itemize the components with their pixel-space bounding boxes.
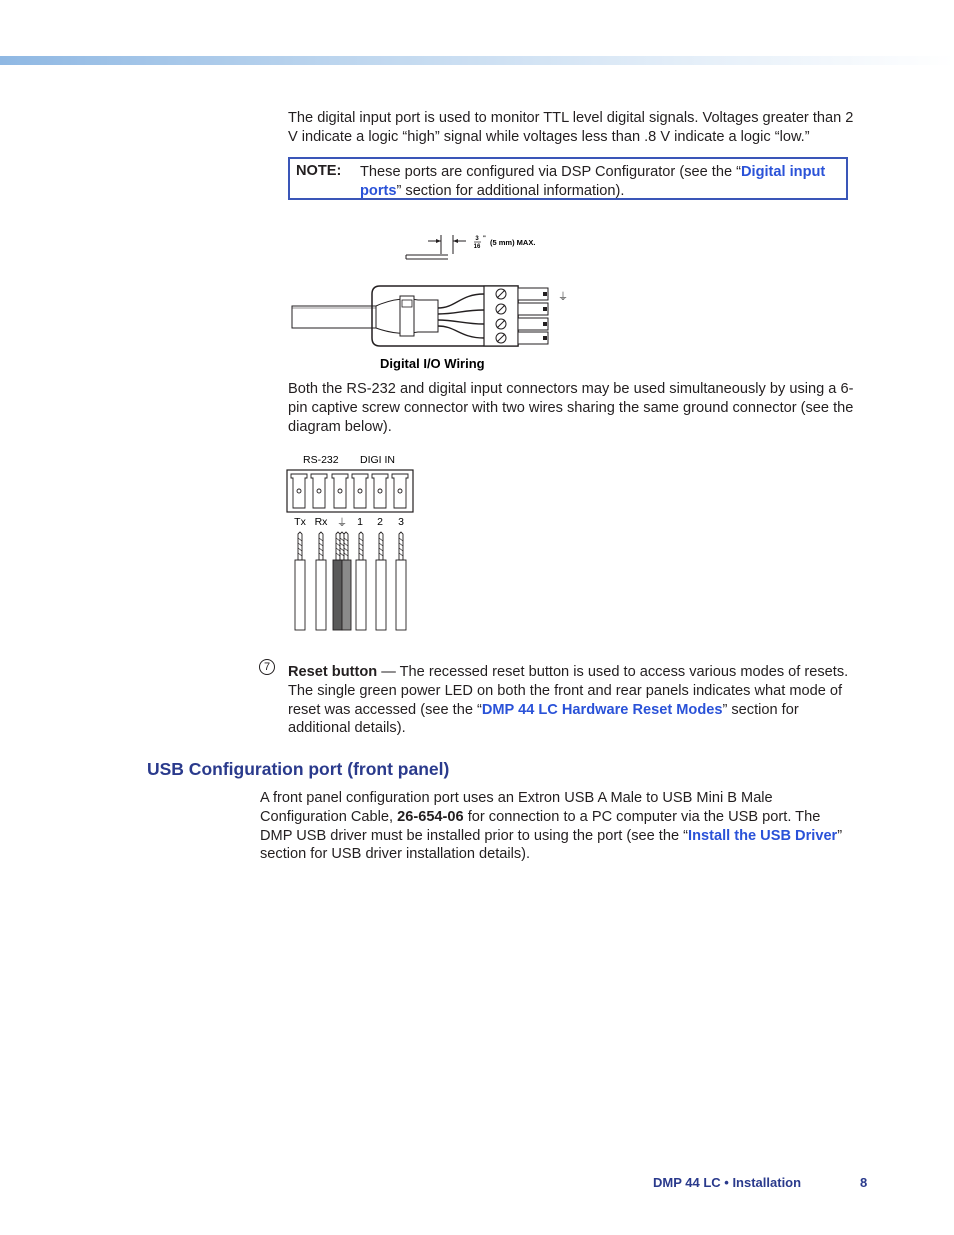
strip-length-dimension (406, 235, 535, 259)
fraction-numerator: 3 (475, 236, 479, 242)
reset-text-2: ” section for additional details). (288, 701, 799, 737)
note-text-before: These ports are configured via DSP Configurator (see the “ (360, 164, 741, 180)
fraction-denominator: 16 (473, 244, 481, 250)
digital-io-wiring-diagram (288, 228, 588, 371)
usb-text-1: A front panel configuration port uses an Extron USB A Male to USB Mini B Male Configuration Cable, (260, 790, 773, 825)
footer-title: DMP 44 LC • Installation (653, 1175, 802, 1190)
digital-input-ports-link[interactable]: Digital input ports (360, 164, 826, 199)
wires (438, 294, 484, 338)
pin-label-rx: Rx (314, 516, 328, 528)
intro-paragraph: The digital input port is used to monitor TTL level digital signals. Voltages greater than 2 V indicate a logic “high” signal while voltages less than .8 V indicate a logic “low.” (288, 110, 854, 145)
page-number: 8 (860, 1175, 868, 1190)
rs232-label: RS-232 (303, 454, 339, 466)
hardware-reset-modes-link[interactable]: DMP 44 LC Hardware Reset Modes (481, 701, 723, 718)
simultaneous-use-paragraph: Both the RS-232 and digital input connectors may be used simultaneously by using a 6-pin captive screw connector with two wires sharing the same ground connector (see the diagram below). (288, 381, 854, 435)
pin-label-tx: Tx (294, 516, 306, 528)
install-usb-driver-link[interactable]: Install the USB Driver (688, 827, 838, 844)
diagram-caption: Digital I/O Wiring (380, 356, 485, 371)
reset-text-1: — The recessed reset button is used to access various modes of resets. The single green power LED on both the front and rear panels indicates what mode of reset was accessed (see the “ (288, 664, 849, 718)
pin-label-ground-icon: ⏚ (337, 518, 347, 529)
pin-label-3: 3 (398, 516, 404, 528)
inch-mark: " (483, 236, 486, 242)
callout-number-7: 7 (259, 659, 275, 675)
terminal-block (484, 286, 548, 346)
header-gradient-band (0, 56, 954, 65)
six-pin-connector-diagram (286, 450, 416, 634)
usb-text-2: for connection to a PC computer via the USB port. The DMP USB driver must be installed prior to using the port (see the “ (260, 808, 821, 844)
digi-in-label: DIGI IN (360, 454, 396, 466)
note-text (360, 163, 846, 201)
ground-icon: ⏚ (558, 292, 568, 303)
note-label: NOTE: (296, 163, 342, 179)
usb-part-number: 26-654-06 (397, 808, 464, 825)
usb-paragraph (260, 789, 850, 864)
reset-button-title: Reset button (288, 664, 378, 680)
note-box (288, 157, 848, 200)
pin-label-2: 2 (377, 516, 383, 528)
reset-button-paragraph (288, 663, 863, 738)
pin-label-1: 1 (357, 516, 363, 528)
dimension-label: (5 mm) MAX. (490, 238, 536, 247)
usb-text-3: ” section for USB driver installation details). (260, 827, 843, 863)
usb-section-heading: USB Configuration port (front panel) (147, 759, 450, 779)
note-text-after: ” section for additional information). (396, 182, 625, 199)
connector-wires (295, 532, 406, 630)
cable (292, 296, 438, 336)
